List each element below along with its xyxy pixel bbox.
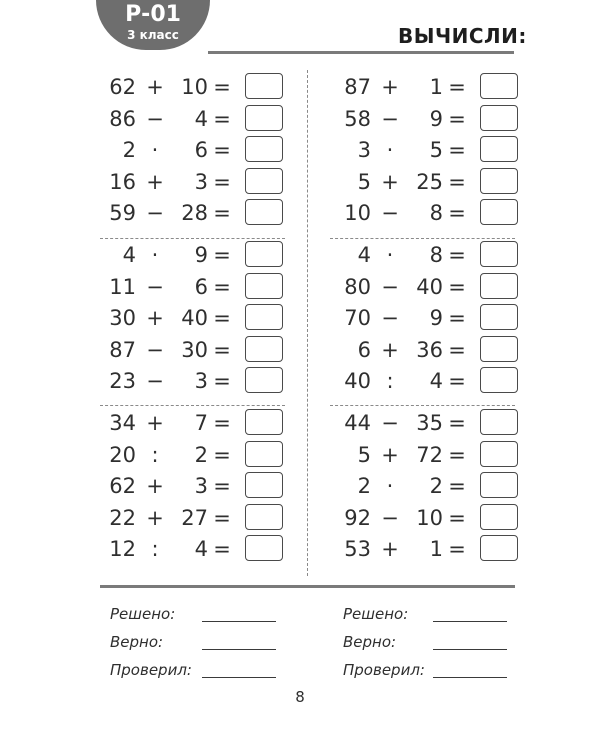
operand-a: 2 [122,138,136,162]
operand-a: 59 [109,201,136,225]
operand-b: 3 [194,169,208,194]
answer-box[interactable] [480,105,518,131]
answer-box[interactable] [245,409,283,435]
footer-divider [100,585,515,588]
operand-a: 12 [109,537,136,561]
equals-sign: = [448,474,466,498]
operand-a: 5 [357,442,371,467]
worksheet-code: Р-01 [125,2,181,27]
operand-a: 3 [357,138,371,162]
solved-label: Решено: [343,605,409,623]
operand-a: 62 [109,474,136,498]
answer-box[interactable] [245,304,283,330]
correct-line[interactable] [433,649,507,650]
answer-box[interactable] [245,136,283,162]
exercise-row [100,471,305,501]
operand-b: 4 [194,537,208,561]
operand-a: 92 [344,505,371,530]
answer-box[interactable] [480,535,518,561]
operator: + [146,306,164,330]
operand-b: 40 [181,306,208,330]
operand-b: 9 [194,243,208,267]
operand-b: 10 [416,505,443,530]
operator: : [151,442,159,467]
equals-sign: = [448,106,466,131]
equals-sign: = [448,138,466,162]
exercise-row [100,240,305,270]
operand-b: 2 [194,442,208,467]
operand-a: 80 [344,274,371,299]
operand-a: 86 [109,106,136,131]
answer-box[interactable] [245,367,283,393]
exercise-row [335,198,540,228]
operator: − [146,201,164,225]
answer-box[interactable] [245,105,283,131]
equals-sign: = [213,537,231,561]
operator: + [381,169,399,194]
correct-line[interactable] [202,649,276,650]
operand-b: 2 [429,474,443,498]
operand-b: 4 [194,106,208,131]
equals-sign: = [213,337,231,362]
operand-b: 6 [194,274,208,299]
answer-box[interactable] [245,73,283,99]
operand-b: 1 [429,75,443,99]
exercise-row [100,272,305,302]
equals-sign: = [213,106,231,131]
exercise-row [100,335,305,365]
exercise-row [100,440,305,470]
operator: + [381,75,399,99]
answer-box[interactable] [245,168,283,194]
operator: − [146,106,164,131]
checked-line[interactable] [433,677,507,678]
page-title: ВЫЧИСЛИ: [398,24,527,48]
operand-b: 9 [429,306,443,330]
equals-sign: = [448,337,466,362]
exercise-row [335,366,540,396]
operator: − [146,369,164,393]
operand-a: 87 [344,75,371,99]
exercise-row [100,198,305,228]
operand-b: 9 [429,106,443,131]
operand-b: 40 [416,274,443,299]
answer-box[interactable] [480,168,518,194]
checked-label: Проверил: [343,661,425,679]
exercise-row [335,534,540,564]
operand-a: 10 [344,201,371,225]
operator: · [151,243,159,267]
column-divider [307,70,308,576]
operand-b: 25 [416,169,443,194]
operand-b: 7 [194,411,208,435]
operator: + [381,337,399,362]
exercise-row [100,167,305,197]
equals-sign: = [448,369,466,393]
operand-b: 27 [181,505,208,530]
equals-sign: = [448,201,466,225]
operator: + [146,474,164,498]
operand-a: 58 [344,106,371,131]
operand-b: 72 [416,442,443,467]
page-number: 8 [295,688,305,706]
operator: − [381,274,399,299]
operator: + [381,442,399,467]
answer-box[interactable] [245,336,283,362]
exercise-row [335,72,540,102]
operand-a: 6 [357,337,371,362]
equals-sign: = [213,442,231,467]
checked-line[interactable] [202,677,276,678]
equals-sign: = [448,75,466,99]
operand-a: 4 [357,243,371,267]
equals-sign: = [213,369,231,393]
operand-a: 22 [109,505,136,530]
equals-sign: = [213,306,231,330]
operator: + [146,505,164,530]
answer-box[interactable] [480,472,518,498]
operand-b: 5 [429,138,443,162]
operand-b: 4 [429,369,443,393]
exercise-row [335,471,540,501]
operand-a: 11 [109,274,136,299]
operand-a: 16 [109,169,136,194]
answer-box[interactable] [480,441,518,467]
group-divider [330,238,515,239]
operator: + [146,75,164,99]
operand-a: 20 [109,442,136,467]
answer-box[interactable] [245,241,283,267]
operand-b: 1 [429,537,443,561]
answer-box[interactable] [245,535,283,561]
exercise-row [100,408,305,438]
worksheet-badge [96,0,210,50]
operator: + [146,169,164,194]
equals-sign: = [213,169,231,194]
exercise-row [100,303,305,333]
exercise-row [335,335,540,365]
exercise-row [335,440,540,470]
answer-box[interactable] [480,367,518,393]
operator: · [386,474,394,498]
exercise-row [335,167,540,197]
exercise-row [100,366,305,396]
operand-b: 28 [181,201,208,225]
operator: − [381,411,399,435]
operand-a: 62 [109,75,136,99]
group-divider [100,238,285,239]
answer-box[interactable] [480,199,518,225]
operand-a: 23 [109,369,136,393]
operand-a: 87 [109,337,136,362]
operand-a: 70 [344,306,371,330]
operator: − [146,337,164,362]
operand-a: 53 [344,537,371,561]
operator: : [151,537,159,561]
equals-sign: = [213,505,231,530]
exercise-row [100,135,305,165]
equals-sign: = [213,474,231,498]
grade-label: 3 класс [127,28,179,42]
operator: − [381,106,399,131]
operand-a: 44 [344,411,371,435]
answer-box[interactable] [245,273,283,299]
equals-sign: = [448,169,466,194]
operand-a: 5 [357,169,371,194]
operand-a: 34 [109,411,136,435]
answer-box[interactable] [480,409,518,435]
operand-b: 8 [429,201,443,225]
answer-box[interactable] [480,504,518,530]
equals-sign: = [213,274,231,299]
answer-box[interactable] [245,441,283,467]
answer-box[interactable] [245,472,283,498]
answer-box[interactable] [245,504,283,530]
exercise-row [335,303,540,333]
exercise-row [335,104,540,134]
exercise-row [335,272,540,302]
operator: + [381,537,399,561]
exercise-row [100,72,305,102]
solved-line[interactable] [202,621,276,622]
answer-box[interactable] [480,136,518,162]
operand-b: 3 [194,369,208,393]
equals-sign: = [448,411,466,435]
operator: − [381,505,399,530]
equals-sign: = [213,138,231,162]
equals-sign: = [213,75,231,99]
operand-b: 10 [181,75,208,99]
exercise-row [335,408,540,438]
group-divider [330,405,515,406]
operator: : [386,369,394,393]
equals-sign: = [213,243,231,267]
operator: − [381,306,399,330]
answer-box[interactable] [480,241,518,267]
operand-b: 6 [194,138,208,162]
equals-sign: = [448,442,466,467]
operator: · [151,138,159,162]
answer-box[interactable] [480,304,518,330]
answer-box[interactable] [480,336,518,362]
operand-a: 30 [109,306,136,330]
exercise-row [335,135,540,165]
equals-sign: = [213,201,231,225]
operator: · [386,243,394,267]
equals-sign: = [448,243,466,267]
equals-sign: = [448,274,466,299]
operand-a: 2 [357,474,371,498]
answer-box[interactable] [245,199,283,225]
equals-sign: = [448,306,466,330]
group-divider [100,405,285,406]
solved-line[interactable] [433,621,507,622]
equals-sign: = [448,537,466,561]
correct-label: Верно: [343,633,397,651]
solved-label: Решено: [110,605,176,623]
exercise-row [100,503,305,533]
operand-a: 40 [344,369,371,393]
answer-box[interactable] [480,73,518,99]
equals-sign: = [448,505,466,530]
operand-b: 8 [429,243,443,267]
correct-label: Верно: [110,633,164,651]
operator: − [381,201,399,225]
answer-box[interactable] [480,273,518,299]
exercise-row [100,104,305,134]
operand-b: 35 [416,411,443,435]
operand-b: 3 [194,474,208,498]
operator: · [386,138,394,162]
operand-a: 4 [122,243,136,267]
operator: − [146,274,164,299]
exercise-row [100,534,305,564]
header-divider [208,51,514,54]
operand-b: 30 [181,337,208,362]
equals-sign: = [213,411,231,435]
checked-label: Проверил: [110,661,192,679]
exercise-row [335,503,540,533]
operator: + [146,411,164,435]
operand-b: 36 [416,337,443,362]
exercise-row [335,240,540,270]
